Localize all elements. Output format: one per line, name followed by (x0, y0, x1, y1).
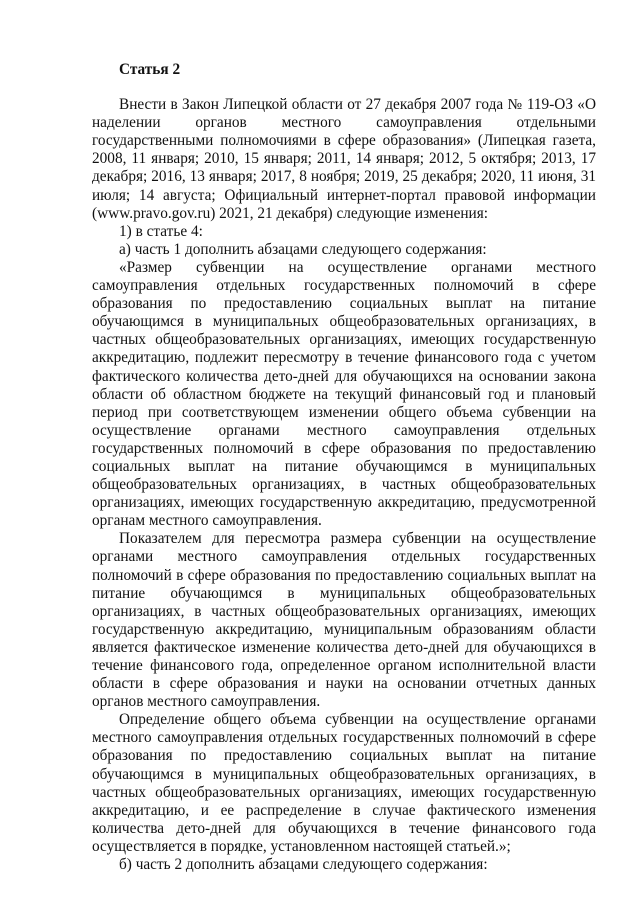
paragraph-subitem-a: а) часть 1 дополнить абзацами следующего содержания: (119, 240, 487, 258)
paragraph-amendment-intro: Внести в Закон Липецкой области от 27 декабря 2007 года № 119-ОЗ «О наделении органов местного самоуправления отдельными государственными полномочиями в сфере образования» (Липецкая газета, 2008, 11 января; 2010, 15 января; 2011, 14 января; 2012, 5 октября; 2013, 17 декабря; 2016, 13 января; 2017, 8 ноября; 2019, 25 декабря; 2020, 11 июня, 31 июля; 14 августа; Официальный интернет-портал правовой информации (www.pravo.gov.ru) 2021, 21 декабря) следующие изменения: (92, 96, 596, 222)
paragraph-item-1: 1) в статье 4: (119, 222, 203, 240)
document-page (92, 61, 596, 874)
paragraph-review-indicator: Показателем для пересмотра размера субвенции на осуществление органами местного самоуправления отдельных государственных полномочий в сфере образования по предоставлению социальных выплат на питание обучающимся в муниципальных общеобразовательных организациях, в частных общеобразовательных организациях, имеющих государственную аккредитацию, муниципальным образованиям области является фактическое изменение количества дето-дней для обучающихся в течение финансового года, определенное органом исполнительной власти области в сфере образования и науки на основании отчетных данных органов местного самоуправления. (92, 530, 596, 711)
article-heading: Статья 2 (119, 61, 181, 78)
heading-spacer (92, 79, 596, 96)
paragraph-subvention-size: «Размер субвенции на осуществление органами местного самоуправления отдельных государственных полномочий в сфере образования по предоставлению социальных выплат на питание обучающимся в муниципальных общеобразовательных организациях, в частных общеобразовательных организациях, имеющих государственную аккредитацию, подлежит пересмотру в течение финансового года с учетом фактического количества дето-дней для обучающихся на основании закона области об областном бюджете на текущий финансовый год и плановый период при соответствующем изменении общего объема субвенции на осуществление органами местного самоуправления отдельных государственных полномочий в сфере образования по предоставлению социальных выплат на питание обучающимся в муниципальных общеобразовательных организациях, в частных общеобразовательных организациях, имеющих государственную аккредитацию, предусмотренной органам местного самоуправления. (92, 258, 596, 530)
paragraph-total-volume: Определение общего объема субвенции на осуществление органами местного самоуправления отдельных государственных полномочий в сфере образования по предоставлению социальных выплат на питание обучающимся в муниципальных общеобразовательных организациях, в частных общеобразовательных организациях, имеющих государственную аккредитацию, и ее распределение в случае фактического изменения количества дето-дней для обучающихся в течение финансового года осуществляется в порядке, установленном настоящей статьей.»; (92, 711, 596, 855)
paragraph-subitem-b: б) часть 2 дополнить абзацами следующего содержания: (119, 856, 488, 874)
